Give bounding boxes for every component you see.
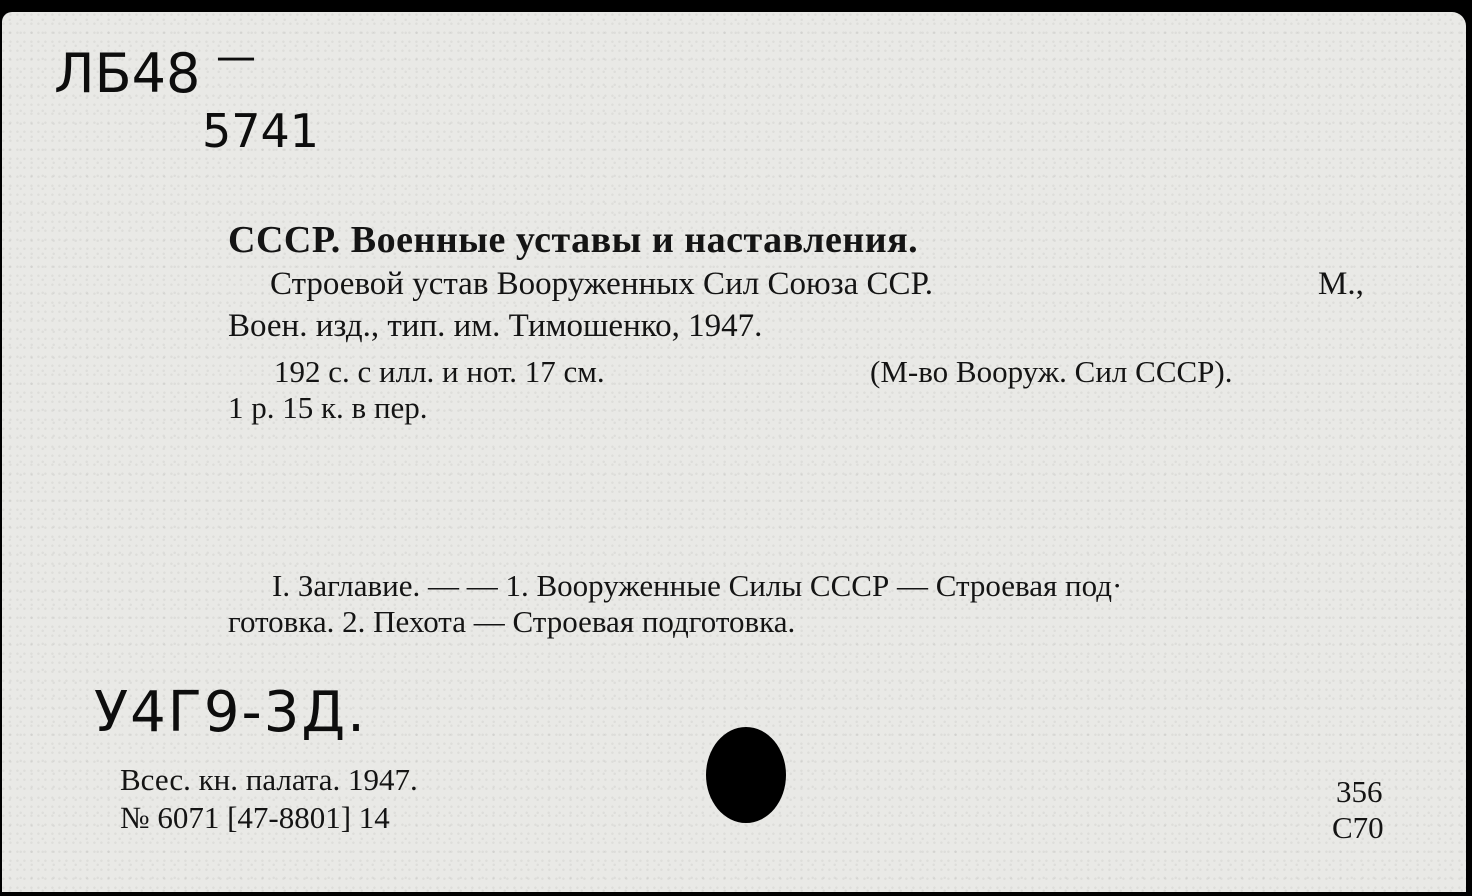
shelfmark-dash: — [216,34,256,80]
shelfmark-top: ЛБ48 [54,42,201,105]
entry-title-line2: Воен. изд., тип. им. Тимошенко, 1947. [228,308,763,344]
punch-hole [706,727,786,823]
catalog-card [2,12,1466,892]
tracings-line1: I. Заглавие. — — 1. Вооруженные Силы СССР — Строевая под· [272,568,1123,603]
classification-code: У4Г9-3Д. [94,680,367,745]
footer-code-letter: С70 [1332,810,1384,845]
entry-title-line1: Строевой устав Вооруженных Сил Союза ССР. [270,266,934,302]
footer-number: № 6071 [47-8801] 14 [120,800,390,835]
entry-collation: 192 с. с илл. и нот. 17 см. [274,354,605,389]
footer-chamber: Всес. кн. палата. 1947. [120,762,418,797]
tracings-line2: готовка. 2. Пехота — Строевая подготовка. [228,604,796,639]
footer-code-number: 356 [1336,774,1383,809]
entry-price: 1 р. 15 к. в пер. [228,390,428,425]
entry-heading: СССР. Военные уставы и наставления. [228,219,919,261]
entry-series: (М-во Вооруж. Сил СССР). [870,354,1233,389]
entry-place: М., [1318,266,1364,302]
shelfmark-bottom: 5741 [202,104,320,158]
